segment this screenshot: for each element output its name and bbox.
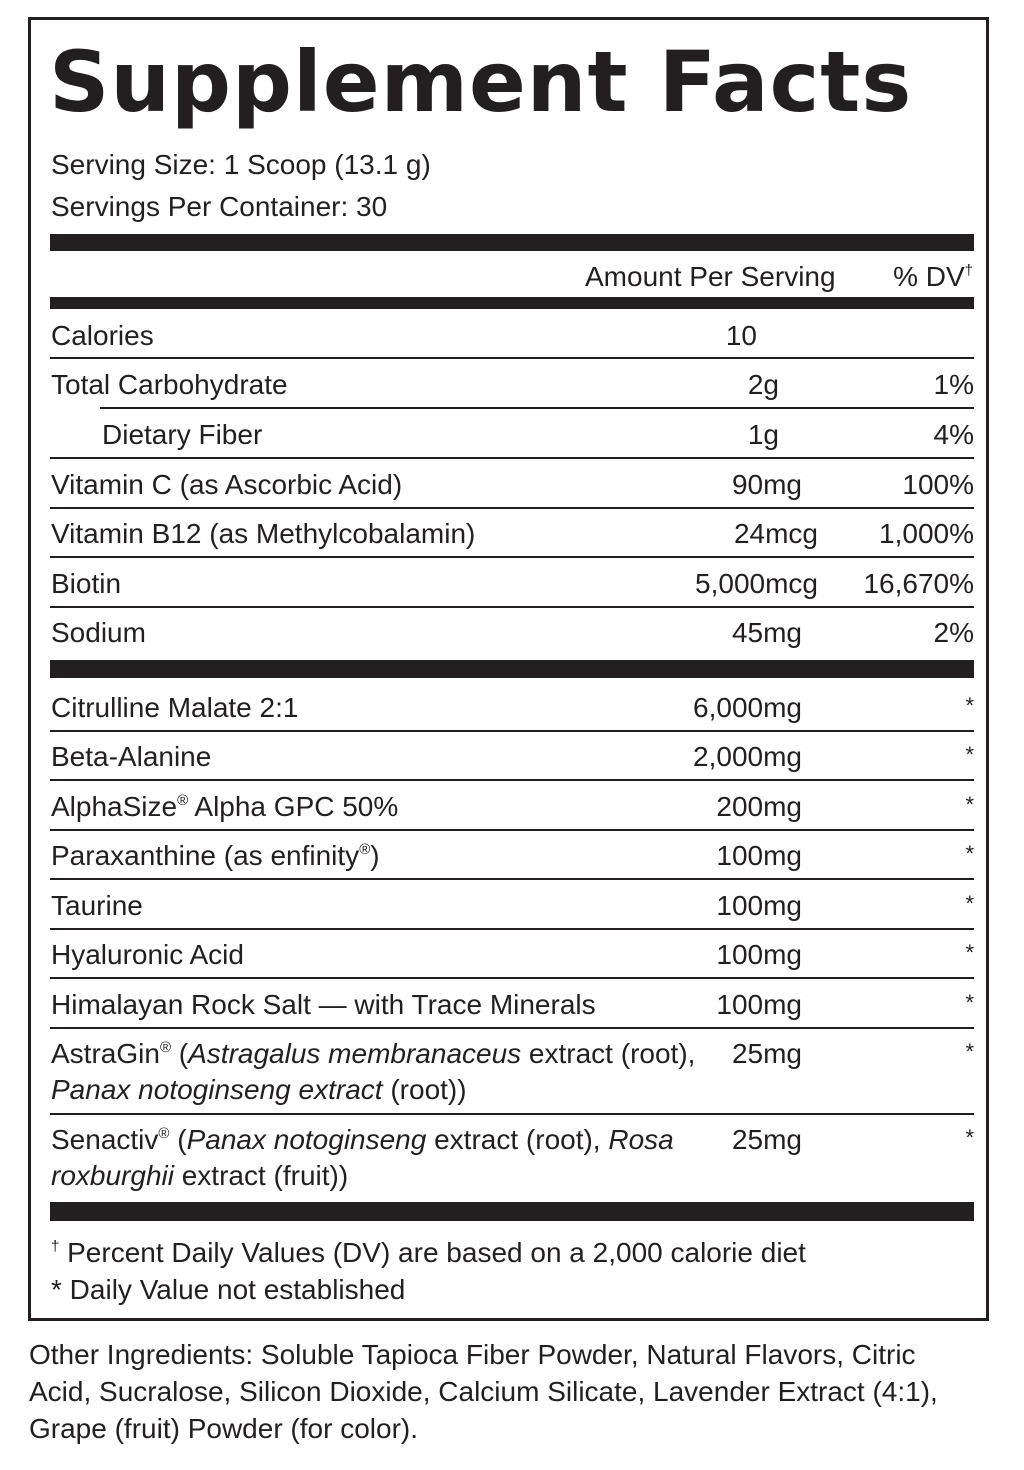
row-divider [50,878,974,880]
ingredient-amount: 25mg [731,1038,802,1069]
ingredient-dv: * [965,693,974,718]
row-divider [50,779,974,781]
ingredient-dv: * [965,742,974,767]
thick-rule-header [50,297,974,309]
nutrient-amount: 45mg [731,617,802,648]
nutrient-name: Vitamin B12 (as Methylcobalamin) [51,518,476,549]
ingredient-dv: * [965,1039,974,1064]
row-divider [50,1113,974,1115]
nutrient-name: Calories [51,320,154,351]
footnote-daily-value: † Percent Daily Values (DV) are based on a 2,000 calorie diet [51,1237,806,1268]
nutrient-dv: 4% [933,419,974,450]
amount-per-serving-header: Amount Per Serving [585,261,836,292]
row-divider [50,507,974,509]
nutrient-amount: 1g [747,419,779,450]
thick-rule-top [50,234,974,251]
servings-per-container: Servings Per Container: 30 [51,191,388,222]
ingredient-amount: 25mg [731,1124,802,1155]
nutrient-amount: 10 [725,320,757,351]
row-divider [50,556,974,558]
row-divider [50,730,974,732]
row-divider [50,928,974,930]
ingredient-amount: 100mg [716,890,802,921]
nutrient-dv: 2% [933,617,974,648]
ingredient-name: AlphaSize® Alpha GPC 50% [51,791,399,822]
ingredient-dv: * [965,792,974,817]
ingredient-amount: 100mg [716,939,802,970]
nutrient-dv: 100% [902,469,974,500]
ingredient-dv: * [965,841,974,866]
row-divider [50,457,974,459]
ingredient-name: Taurine [51,890,143,921]
footnote-not-established: * Daily Value not established [51,1274,406,1305]
panel-title: Supplement Facts [49,33,913,131]
nutrient-name: Dietary Fiber [102,419,263,450]
ingredient-dv: * [965,940,974,965]
nutrient-amount: 2g [747,369,779,400]
row-divider [50,606,974,608]
ingredient-amount: 200mg [716,791,802,822]
ingredient-amount: 6,000mg [693,692,802,723]
nutrient-dv: 1% [933,369,974,400]
ingredient-amount: 2,000mg [693,741,802,772]
nutrient-dv: 1,000% [879,518,974,549]
nutrient-name: Total Carbohydrate [51,369,288,400]
row-divider [50,1027,974,1029]
ingredient-name: AstraGin® (Astragalus membranaceus extract (root), Panax notoginseng extract (root)) [51,1038,696,1105]
other-ingredients: Other Ingredients: Soluble Tapioca Fiber Powder, Natural Flavors, Citric Acid, Sucralose, Silicon Dioxide, Calcium Silicate, Lavender Extract (4:1), Grape (fruit) Powder (for color). [29,1339,938,1444]
nutrient-name: Biotin [51,568,122,599]
nutrient-amount: 5,000mcg [695,568,818,599]
nutrient-amount: 90mg [731,469,802,500]
ingredient-name: Himalayan Rock Salt — with Trace Minerals [51,989,596,1020]
row-divider [50,977,974,979]
ingredient-name: Hyaluronic Acid [51,939,244,970]
ingredient-amount: 100mg [716,989,802,1020]
ingredient-name: Senactiv® (Panax notoginseng extract (root), Rosa roxburghii extract (fruit)) [51,1124,674,1191]
row-divider [50,829,974,831]
ingredient-name: Citrulline Malate 2:1 [51,692,299,723]
ingredient-amount: 100mg [716,840,802,871]
ingredient-name: Paraxanthine (as enfinity®) [51,840,380,871]
thick-rule-middle [50,660,974,678]
daily-value-header: % DV† [893,261,973,292]
thick-rule-bottom [50,1202,974,1221]
ingredient-dv: * [965,1125,974,1150]
row-divider [50,357,974,359]
serving-size: Serving Size: 1 Scoop (13.1 g) [51,149,431,180]
ingredient-name: Beta-Alanine [51,741,212,772]
nutrient-dv: 16,670% [863,568,974,599]
nutrient-name: Vitamin C (as Ascorbic Acid) [51,469,403,500]
row-divider [100,407,974,409]
nutrient-amount: 24mcg [733,518,818,549]
ingredient-dv: * [965,990,974,1015]
nutrient-name: Sodium [51,617,146,648]
ingredient-dv: * [965,891,974,916]
